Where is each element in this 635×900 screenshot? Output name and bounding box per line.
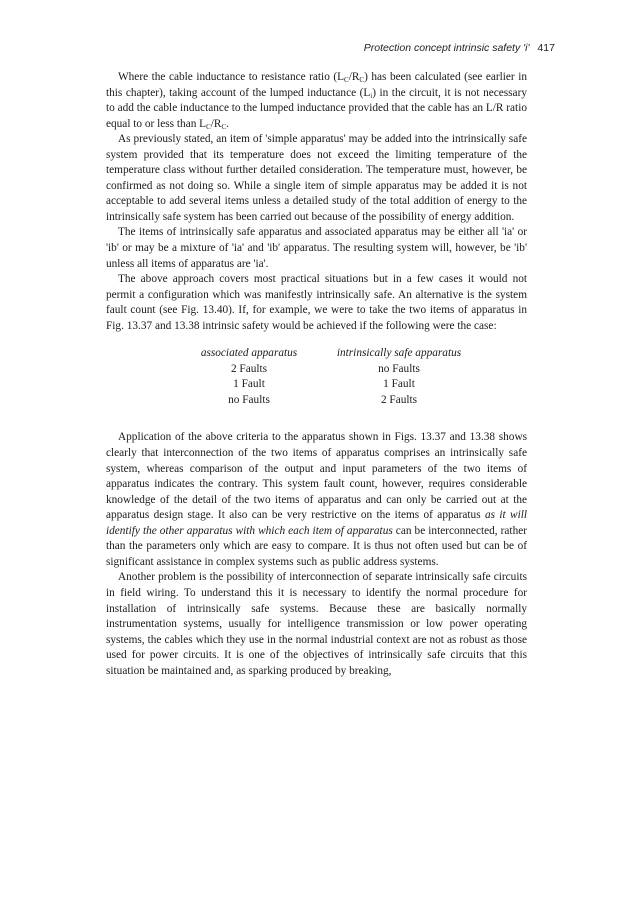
paragraph-4: The above approach covers most practical situations but in a few cases it would not permit a configuration which was manifestly intrinsically safe. An alternative is the system fault count (see Fig. 13.40). If, for example, we were to take the two items of apparatus in Fig. 13.37 and 13.38 intrinsic safety would be achieved if the following were the case: xyxy=(106,273,527,332)
table-row xyxy=(174,393,474,409)
page-number: 417 xyxy=(537,42,555,54)
body-text xyxy=(106,70,527,679)
paragraph-1: Where the cable inductance to resistance ratio $(L_C/R_C)$ has been calculated (see earlier in this chapter), taking account of the lumped inductance $(L_i)$ in the circuit, it is not necessary to add the cable inductance to the lumped inductance provided that the cable has an L/R ratio equal to or less than $L_C/R_C$. xyxy=(106,71,527,131)
table-cell: 1 Fault xyxy=(383,378,415,391)
paragraph-2: As previously stated, an item of 'simple apparatus' may be added into the intrinsically safe system provided that its temperature does not exceed the limiting temperature of the temperature class without further detailed consideration. The temperature must, however, be confirmed as not doing so. While a single item of simple apparatus may be added it is not acceptable to add several items unless a detailed study of the total addition of energy to the intrinsically safe system has been carried out because of the possibility of energy addition. xyxy=(106,133,527,223)
paragraph-3: The items of intrinsically safe apparatus and associated apparatus may be either all 'ia' or 'ib' or may be a mixture of 'ia' and 'ib' apparatus. The resulting system will, however, be 'ib' unless all items of apparatus are 'ia'. xyxy=(106,226,527,270)
paragraph-6: Another problem is the possibility of interconnection of separate intrinsically safe circuits in field wiring. To understand this it is necessary to identify the normal procedure for installation of intrinsically safe systems. Because these are basically normally instrumentation systems, usually for intelligence transmission or low power operating systems, the cables which they use in the normal industrial context are not as robust as those used for power circuits. It is one of the objectives of intrinsically safe circuits that this situation be maintained and, as sparking produced by breaking, xyxy=(106,571,527,677)
table-row xyxy=(174,362,474,378)
header-associated-apparatus: associated apparatus xyxy=(200,347,298,360)
running-header xyxy=(364,42,555,54)
header-title: Protection concept intrinsic safety 'i' xyxy=(363,42,530,54)
fault-count-table xyxy=(174,346,474,408)
paragraph-5: Application of the above criteria to the apparatus shown in Figs. 13.37 and 13.38 shows clearly that interconnection of the two items of apparatus comprises an intrinsically safe system, whereas comparison of the output and input parameters of the two items of apparatus indicates the contrary. This system fault count, however, requires considerable knowledge of the detail of the two items of apparatus and can only be carried out at the apparatus design stage. It also can be very restrictive on the items of apparatus as it will identify the other apparatus with which each item of apparatus can be interconnected, rather than the parameters only which are easy to compare. It is thus not often used but can be of significant assistance in complex systems such as public address systems. xyxy=(106,431,527,568)
table-cell: no Faults xyxy=(378,362,420,375)
table-header-row xyxy=(174,346,474,362)
table-cell: 2 Faults xyxy=(380,393,418,406)
header-intrinsically-safe-apparatus: intrinsically safe apparatus xyxy=(336,347,462,360)
table-cell: 2 Faults xyxy=(230,362,268,375)
table-row xyxy=(174,377,474,393)
table-cell: 1 Fault xyxy=(233,378,265,391)
table-cell: no Faults xyxy=(228,393,270,406)
